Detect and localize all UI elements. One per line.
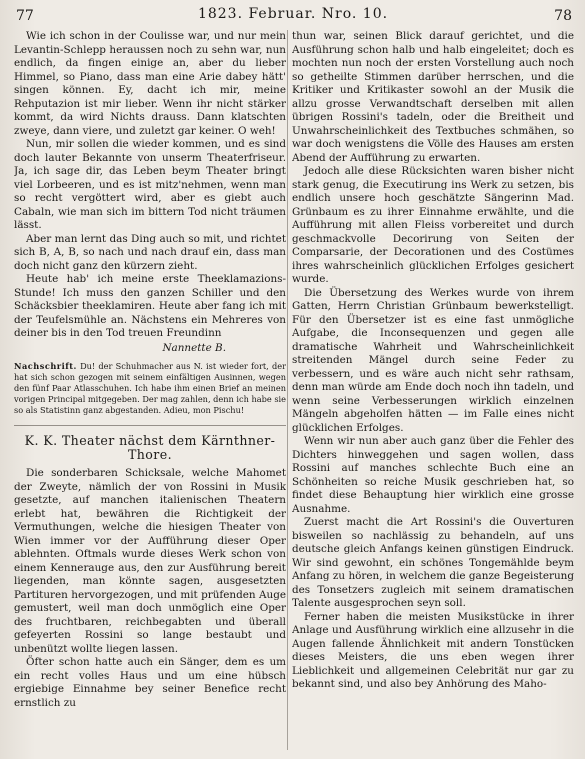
postscript-text: Du! der Schuhmacher aus N. ist wieder fort, der hat sich schon gezogen mit seinem einfältigen Ausinnen, wegen den fünf Paar Atlasschuhen. Ich habe ihm einen Brief an meinen vorigen Principal mitgegeben. Der mag zahlen, denn ich habe sie so als Statistinn ganz abgestanden. Adieu, mon Pischu! — [14, 361, 286, 415]
letter-paragraph: Nun, mir sollen die wieder kommen, und es sind doch lauter Bekannte von unserm Theaterfriseur. Ja, ich sage dir, das Leben beym Theater bringt viel Lorbeeren, und es ist mitz'nehmen, wenn man so recht vergöttert wird, aber es giebt auch Cabaln, wie man sich im bittern Tod nicht träumen lässt. — [14, 138, 286, 231]
page-number-left: 77 — [16, 8, 34, 24]
letter-paragraph: Wie ich schon in der Coulisse war, und nur mein Levantin-Schlepp heraussen noch zu sehn war, nun endlich, da fingen einige an, aber du lieber Himmel, so Piano, dass man eine Arie dabey hätt' singen können. Ey, dacht ich mir, meine Rehputazion ist mir lieber. Wenn ihr nicht stärker kommt, da wird Nichts drauss. Dann klatschten zweye, dann viere, und zuletzt gar keiner. O weh! — [14, 30, 286, 137]
review-paragraph: Öfter schon hatte auch ein Sänger, dem es um ein recht volles Haus und um eine hübsch ergiebige Einnahme bey seiner Benefice recht ernstlich zu — [14, 656, 286, 709]
letter-paragraph: Heute hab' ich meine erste Theeklamazions-Stunde! Ich muss den ganzen Schiller und den Schäcksbier theeklamiren. Heute aber fang ich mit der Teufelsmühle an. Nächstens ein Mehreres von deiner bis in den Tod treuen Freundinn — [14, 273, 286, 339]
right-column — [292, 30, 574, 755]
section-separator — [14, 425, 286, 426]
review-paragraph: Die sonderbaren Schicksale, welche Mahomet der Zweyte, nämlich der von Rossini in Musik gesetzte, auf manchen italienischen Theatern erlebt hat, bewähren die Richtigkeit der Vermuthungen, welche die hiesigen Theater von Wien immer vor der Aufführung dieser Oper ablehnten. Oftmals wurde dieses Werk schon von einem Kenneraugе aus, den zur Ausführung bereit liegenden, man könnte sagen, ausgesetzten Partituren hervorgezogen, und mit prüfenden Auge gemustert, weil man doch unmöglich eine Oper des fruchtbaren, reichbegabten und überall gefeyerten Rossini so lange bestaubt und unbenützt wollte liegen lassen. — [14, 467, 286, 655]
review-paragraph: thun war, seinen Blick darauf gerichtet, und die Ausführung schon halb und halb eingeleitet; doch es mochten nun noch der ersten Vorstellung auch noch so getheilte Stimmen darüber herrschen, und die Kritiker und Kritikaster sowohl an der Musik die allzu grosse Verwandtschaft derselben mit allen übrigen Rossini's tadeln, oder die Breitheit und Unwahrscheinlichkeit des Textbuches schmähen, so war doch wenigstens die Völle des Hauses am ersten Abend der Aufführung zu erwarten. — [292, 30, 574, 164]
review-paragraph: Die Übersetzung des Werkes wurde von ihrem Gatten, Herrn Christian Grünbaum bewerkstelligt. Für den Übersetzer ist es eine fast unmögliche Aufgabe, die Inconsequenzen und gegen alle dramatische Wahrheit und Wahrscheinlichkeit streitenden Mängel durch seine Feder zu verbessern, und es wäre auch nicht sehr rathsam, denn man würde am Ende doch noch ihn tadeln, und wenn seine Verbesserungen wirklich einzelnen Mängeln abgeholfen hätten — im Falle eines nicht glücklichen Erfolges. — [292, 286, 574, 434]
postscript-lead: Nachschrift. — [14, 361, 77, 371]
left-column — [14, 30, 286, 755]
review-paragraph: Jedoch alle diese Rücksichten waren bisher nicht stark genug, die Executirung ins Werk zu setzen, bis endlich unsere hoch geschätzte Sängerinn Mad. Grünbaum es zu ihrer Einnahme erwählte, und die Aufführung mit allen Fleiss vorbereitet und durch geschmackvolle Decorirung von Seiten der Comparsarie, der Decorationen und des Costümes ihres wahrscheinlich glücklichen Erfolges gesichert wurde. — [292, 165, 574, 285]
letter-paragraph: Aber man lernt das Ding auch so mit, und richtet sich B, A, B, so nach und nach drauf ein, dass man doch nicht ganz den kürzern zieht. — [14, 232, 286, 272]
page-header — [10, 6, 576, 28]
column-divider — [287, 30, 288, 750]
running-title: 1823. Februar. Nro. 10. — [197, 6, 389, 22]
postscript — [14, 361, 286, 416]
section-title: K. K. Theater nächst dem Kärnthner-Thore. — [24, 433, 276, 462]
letter-signature: Nannette B. — [162, 341, 226, 354]
review-paragraph: Zuerst macht die Art Rossini's die Ouverturen bisweilen so nachlässig zu behandeln, auf uns deutsche gleich Anfangs keinen günstigen Eindruck. Wir sind gewohnt, ein schönes Tongemählde beym Anfang zu hören, in welchem die ganze Begeisterung des Tonsetzers zugleich mit seinem dramatischen Talente ausgesprochen seyn soll. — [292, 516, 574, 609]
page-number-right: 78 — [554, 8, 572, 24]
review-paragraph: Ferner haben die meisten Musikstücke in ihrer Anlage und Ausführung wirklich eine allzusehr in die Augen fallende Ähnlichkeit mit andern Tonstücken dieses Meisters, die uns eben wegen ihrer Lieblichkeit und allgemeinen Celebrität nur gar zu bekannt sind, und also bey Anhörung des Maho- — [292, 610, 574, 690]
review-paragraph: Wenn wir nun aber auch ganz über die Fehler des Dichters hinweggehen und sagen wollen, dass Rossini auf manches schlechte Buch eine an Schönheiten so reiche Musik geschrieben hat, so findet diese Behauptung hier wirklich eine grosse Ausnahme. — [292, 435, 574, 515]
